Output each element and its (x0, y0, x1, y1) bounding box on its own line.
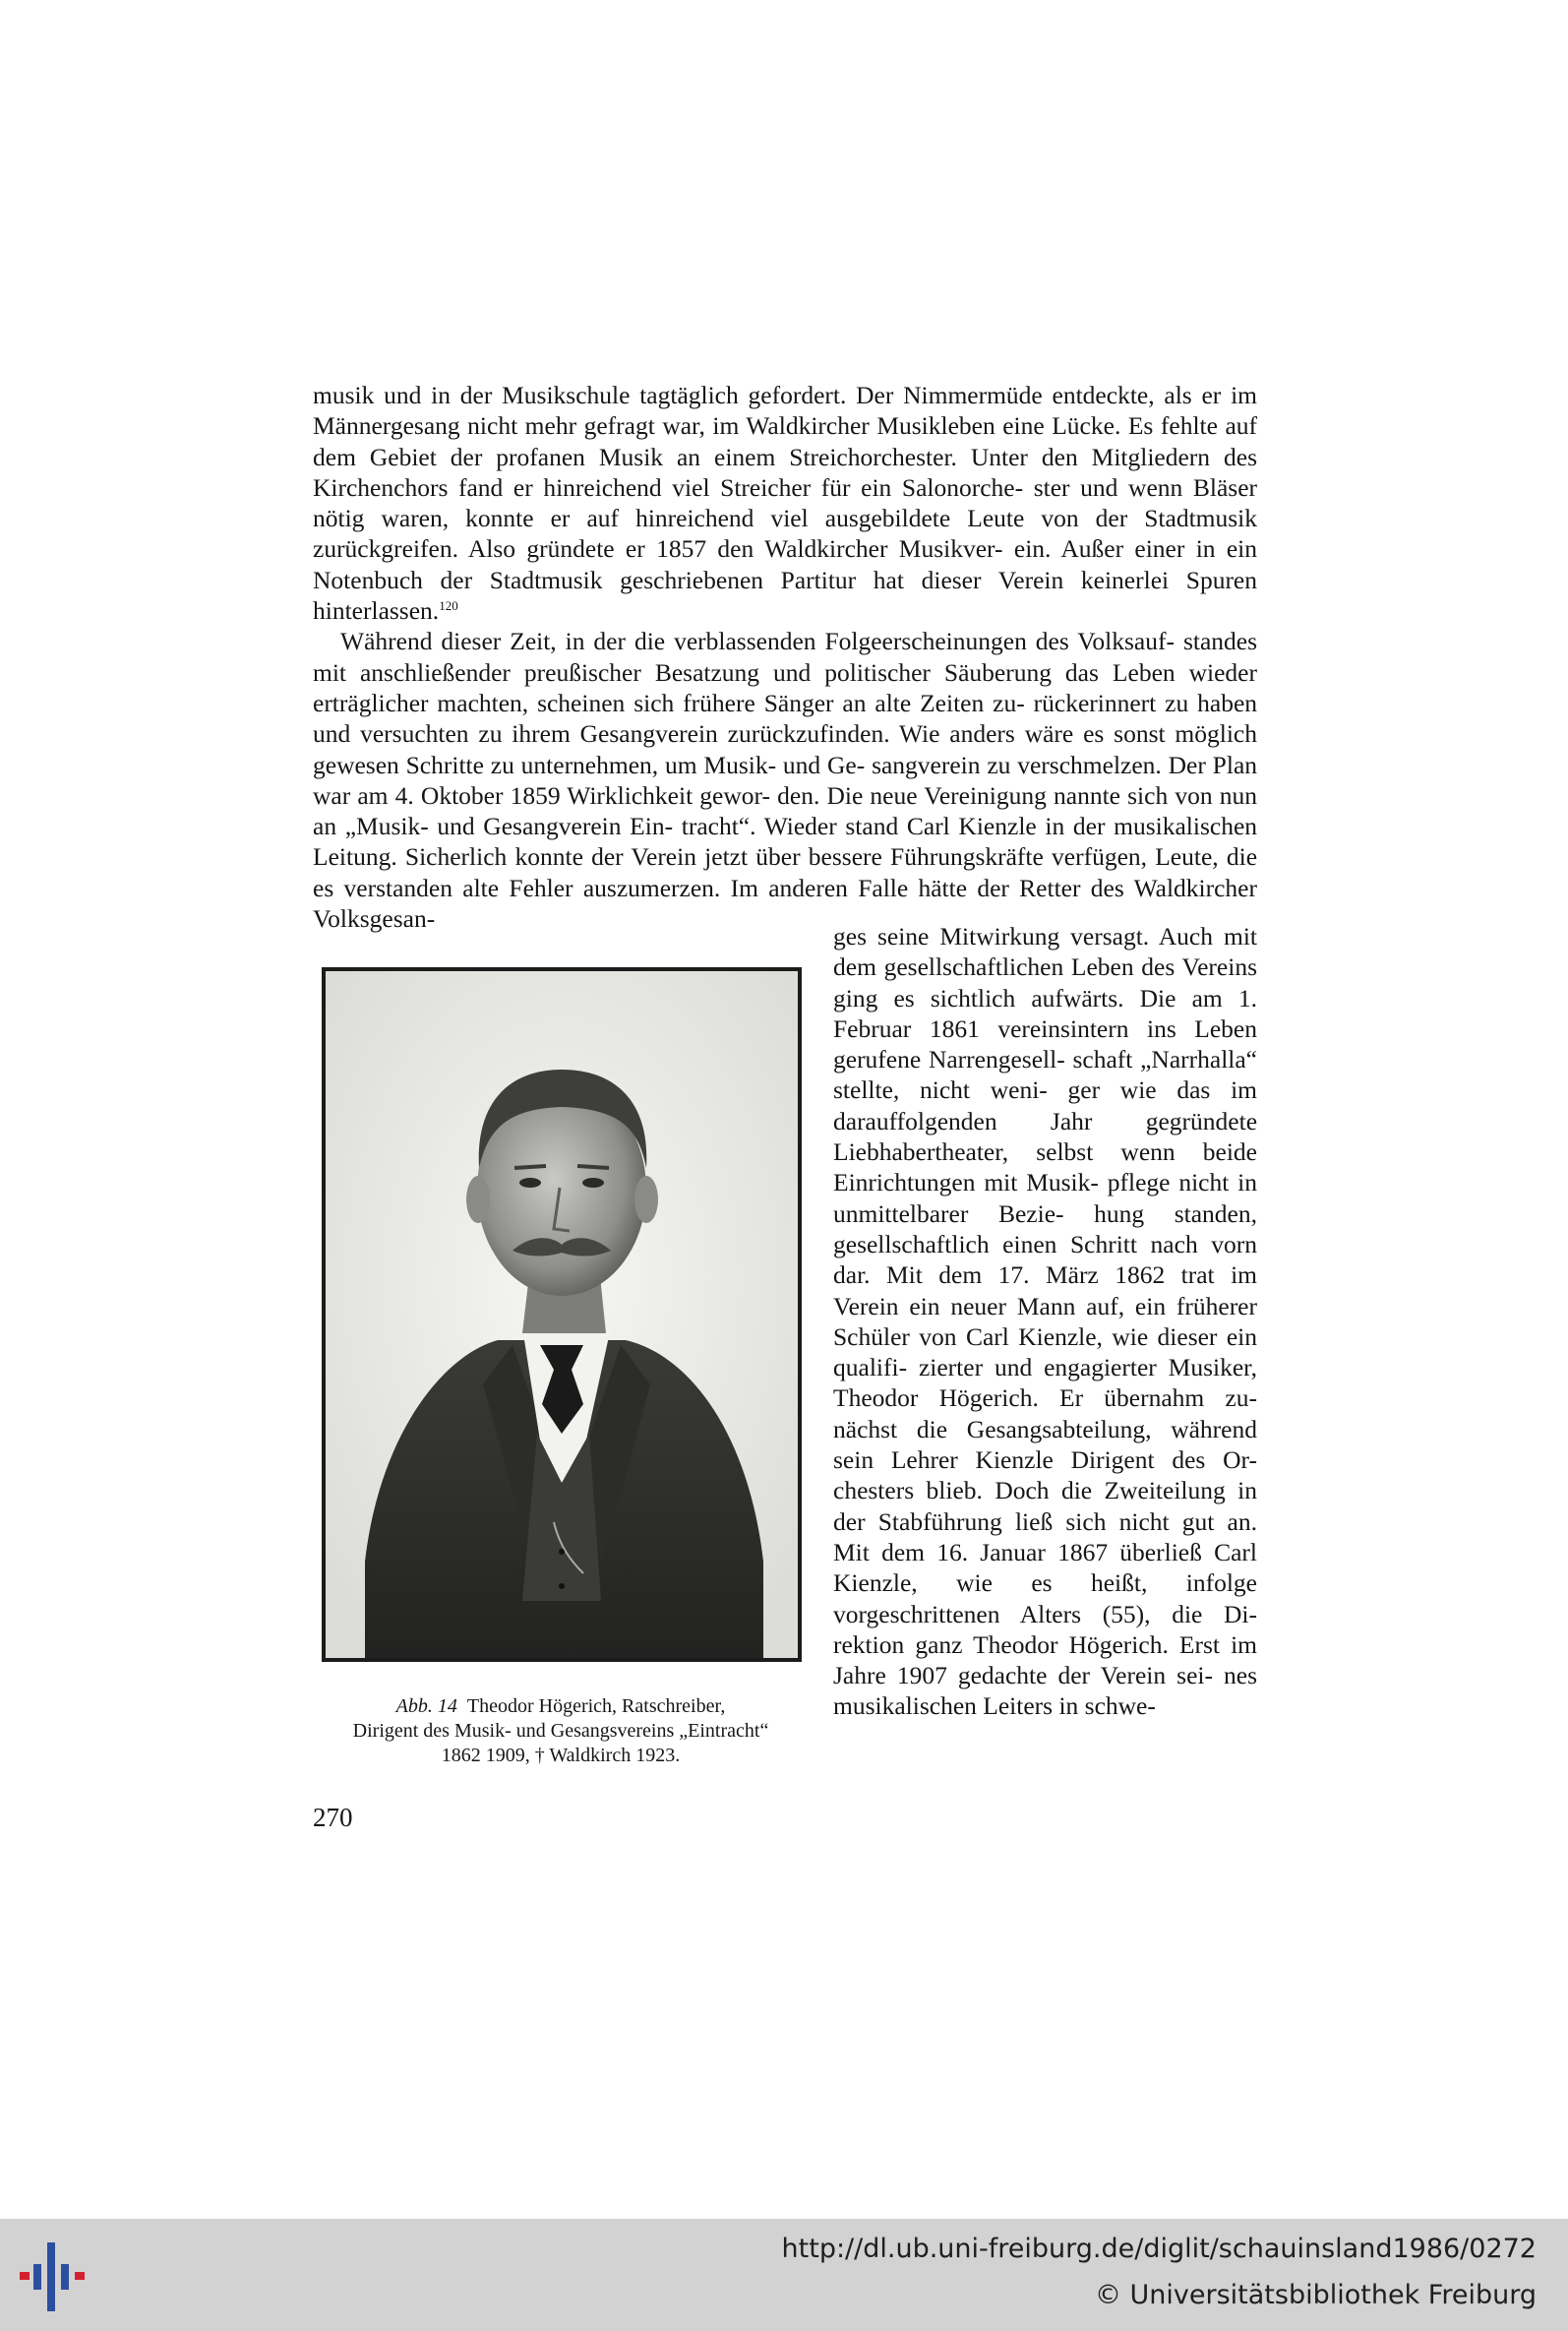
copyright-notice: © Universitätsbibliothek Freiburg (1094, 2280, 1537, 2310)
text-line: musik und in der Musikschule tagtäglich gefordert. Der Nimmermüde entdeckte, als (313, 381, 1192, 409)
text-line: Leben wieder erträglicher machten, scheinen sich frühere Sänger an alte Zeiten zu- (313, 657, 1257, 717)
text-line: den. Die neue Vereinigung nannte sich von nun an „Musik- und Gesangverein Ein- (313, 780, 1257, 841)
text-line: ins Leben gerufene Narrengesell- (833, 1013, 1257, 1074)
text-line: vorgeschrittenen Alters (55), die Di- (833, 1599, 1257, 1628)
footnote-marker: 120 (439, 598, 458, 614)
text-line: wenn beide Einrichtungen mit Musik- (833, 1137, 1257, 1197)
text-line: sangverein zu verschmelzen. Der Plan war am 4. Oktober 1859 Wirklichkeit gewor- (313, 750, 1258, 810)
text-line: ster und wenn Bläser nötig waren, konnte er auf hinreichend viel ausgebildete Leute (313, 472, 1258, 533)
text-line: Vereins ging es sichtlich aufwärts. (833, 952, 1257, 1012)
text-line: im Jahre 1907 gedachte der Verein sei- (833, 1629, 1257, 1690)
permalink-url[interactable]: http://dl.ub.uni-freiburg.de/diglit/schauinsland1986/0272 (781, 2234, 1537, 2264)
text-line: Mitgliedern des Kirchenchors fand er hinreichend viel Streicher für ein Salonorche- (313, 442, 1257, 502)
portrait-illustration (326, 971, 798, 1658)
caption-label: Abb. 14 (395, 1695, 457, 1717)
text-line: an. Mit dem 16. Januar 1867 überließ (833, 1506, 1257, 1566)
text-line: Während dieser Zeit, in der die verblassenden Folgeerscheinungen des Volksauf- (340, 627, 1175, 656)
text-line: Verein keinerlei Spuren hinterlassen. (313, 565, 1258, 626)
caption-line-1 (295, 1694, 826, 1719)
text-line: Mann auf, ein früherer Schüler von (833, 1291, 1257, 1351)
text-line: der Verein jetzt über bessere Führungskräfte verfügen, Leute, die es verstanden alte (313, 842, 1258, 902)
text-line: Carl Kienzle, wie dieser ein qualifi- (833, 1321, 1257, 1382)
text-line: Die am 1. Februar 1861 vereinsintern (833, 983, 1257, 1043)
text-line: anders wäre es sonst möglich gewesen Schritte zu unternehmen, um Musik- und Ge- (313, 719, 1258, 779)
text-line: ges seine Mitwirkung versagt. Auch (833, 922, 1213, 951)
main-text (313, 380, 1257, 934)
text-line: Theodor Högerich. Er übernahm zu- (833, 1383, 1257, 1413)
text-line: Schritt nach vorn dar. Mit dem (833, 1229, 1258, 1290)
text-line: hung standen, gesellschaftlich einen (833, 1198, 1257, 1258)
text-line: in der Stabführung ließ sich nicht gut (833, 1476, 1258, 1536)
caption-line-2: Dirigent des Musik- und Gesangsvereins „Eintracht“ (352, 1720, 769, 1742)
portrait-photo (322, 967, 802, 1662)
text-line: standes mit anschließender preußischer Besatzung und politischer Säuberung das (313, 627, 1258, 687)
text-line: gegründete Liebhabertheater, selbst (833, 1106, 1258, 1167)
text-line: Fehler auszumerzen. Im anderen Falle hätte der Retter des Waldkircher Volksgesan- (313, 873, 1257, 934)
paragraph-1 (313, 380, 1257, 626)
page-number: 270 (313, 1803, 353, 1832)
text-line: sein Lehrer Kienzle Dirigent des Or- (833, 1445, 1257, 1475)
text-line: schaft „Narrhalla“ stellte, nicht weni- (833, 1045, 1257, 1105)
text-line: rückerinnert zu haben und versuchten zu ihrem Gesangverein zurückzufinden. Wie (313, 688, 1258, 749)
text-line: pflege nicht in unmittelbarer Bezie- (833, 1168, 1258, 1228)
text-line: ein. Außer einer in ein Notenbuch der Stadtmusik geschriebenen Partitur hat dieser (313, 534, 1258, 594)
right-column-text (833, 921, 1257, 1722)
text-line: nes musikalischen Leiters in schwe- (833, 1661, 1257, 1721)
text-line: von der Stadtmusik zurückgreifen. Also gründete er 1857 den Waldkircher Musikver- (313, 504, 1257, 564)
text-line: zierter und engagierter Musiker, (918, 1353, 1257, 1382)
library-logo-icon (20, 2242, 98, 2311)
text-line: nächst die Gesangsabteilung, während (833, 1414, 1257, 1443)
figure-caption (295, 1694, 826, 1768)
text-line: rektion ganz Theodor Högerich. Erst (833, 1629, 1220, 1659)
paragraph-2-continued (833, 921, 1257, 1722)
caption-line-3: 1862 1909, † Waldkirch 1923. (441, 1745, 681, 1766)
paragraph-2 (313, 626, 1257, 934)
caption-text: Theodor Högerich, Ratschreiber, (466, 1695, 726, 1717)
footer-bar (0, 2219, 1568, 2331)
text-line: chesters blieb. Doch die Zweiteilung (833, 1476, 1226, 1505)
text-line: tracht“. Wieder stand Carl Kienzle in der musikalischen Leitung. Sicherlich konnte (313, 812, 1258, 872)
text-line: mit dem gesellschaftlichen Leben des (833, 922, 1257, 982)
text-line: er im Männergesang nicht mehr gefragt war, im Waldkircher Musikleben eine Lücke. (313, 381, 1257, 441)
text-line: Carl Kienzle, wie es heißt, infolge (833, 1537, 1257, 1598)
text-line: 17. März 1862 trat im Verein ein neuer (833, 1260, 1257, 1320)
text-line: ger wie das im darauffolgenden Jahr (833, 1075, 1257, 1135)
text-line: Es fehlte auf dem Gebiet der profanen Musik an einem Streichorchester. Unter den (313, 411, 1258, 471)
